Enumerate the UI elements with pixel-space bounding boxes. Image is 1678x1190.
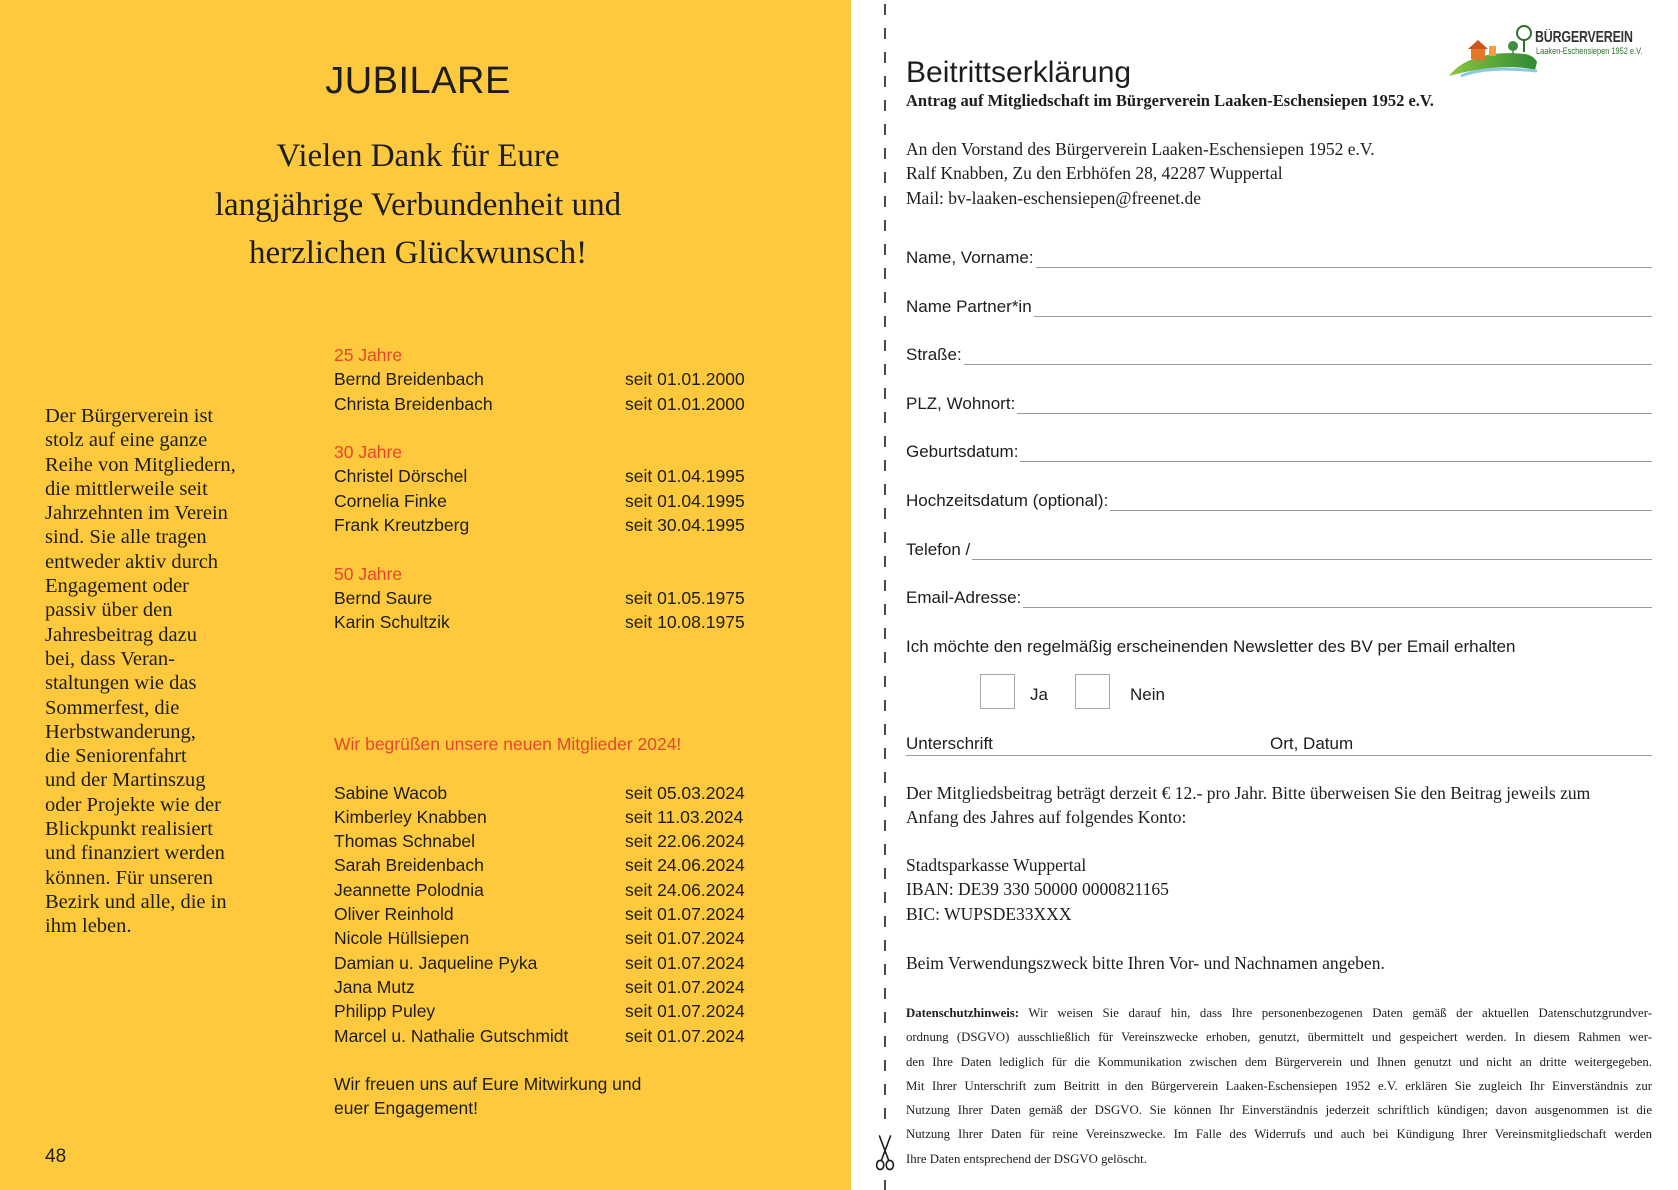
privacy-text: den Ihre Daten lediglich für die Kommunikation zwischen dem Bürgerverein und Ihnen genutzt und nicht an dritte weitergegeben. (906, 1054, 1652, 1069)
address-line: Ralf Knabben, Zu den Erbhöfen 28, 42287 Wuppertal (906, 163, 1283, 184)
tree-icon (1517, 26, 1531, 52)
privacy-line (906, 1098, 1652, 1122)
member-row (334, 781, 774, 805)
member-row (334, 586, 774, 610)
logo-subline: Laaken-Eschensiepen 1952 e.V. (1536, 46, 1643, 57)
intro-line: entweder aktiv durch (45, 550, 219, 573)
member-since-date: seit 22.06.2024 (625, 831, 745, 852)
page-number: 48 (45, 1146, 67, 1167)
member-name: Marcel u. Nathalie Gutschmidt (334, 1025, 569, 1046)
membership-fee-note (906, 781, 1590, 830)
form-field-input-line[interactable] (1023, 586, 1652, 608)
member-row (334, 392, 774, 416)
form-field-input-line[interactable] (1020, 440, 1652, 462)
new-members-list (334, 781, 774, 1048)
member-since-date: seit 01.07.2024 (625, 904, 745, 925)
closing-message (334, 1072, 774, 1121)
member-row (334, 513, 774, 537)
intro-line: oder Projekte wie der (45, 793, 221, 816)
member-since-date: seit 01.07.2024 (625, 952, 745, 973)
member-name: Sarah Breidenbach (334, 855, 484, 876)
jubilee-group-heading: 30 Jahre (334, 442, 403, 463)
intro-line: Der Bürgerverein ist (45, 405, 214, 427)
intro-line: die Seniorenfahrt (45, 745, 187, 768)
privacy-line (906, 1147, 1652, 1171)
form-field-label: Name Partner*in (906, 296, 1032, 316)
member-name: Christel Dörschel (334, 466, 468, 487)
bank-details (906, 853, 1169, 926)
newsletter-no-checkbox[interactable] (1075, 674, 1110, 709)
form-field-name-vorname (906, 246, 1652, 295)
payment-purpose-note: Beim Verwendungszweck bitte Ihren Vor- und Nachnamen angeben. (906, 953, 1385, 973)
scissors-icon (877, 1136, 894, 1170)
bank-line: IBAN: DE39 330 50000 0000821165 (906, 879, 1169, 900)
member-row (334, 975, 774, 999)
privacy-text: Wir weisen Sie darauf hin, dass Ihre personenbezogenen Daten gemäß der aktuellen Datenschutzgrundver- (1028, 1006, 1653, 1020)
member-name: Damian u. Jaqueline Pyka (334, 952, 538, 973)
member-since-date: seit 10.08.1975 (625, 612, 745, 633)
signature-label: Unterschrift (906, 734, 993, 753)
privacy-line (906, 1074, 1652, 1098)
form-field-input-line[interactable] (1036, 246, 1652, 268)
member-since-date: seit 01.07.2024 (625, 928, 745, 949)
thank-you-message (0, 132, 836, 278)
fee-line: Der Mitgliedsbeitrag beträgt derzeit € 12.- pro Jahr. Bitte überweisen Sie den Beitrag jeweils zum (906, 783, 1591, 803)
member-row (334, 829, 774, 853)
intro-line: Bezirk und alle, die in (45, 890, 227, 913)
privacy-text: Nutzung Ihrer Daten gemäß der DSGVO. Sie können Ihr Einverständnis jederzeit schriftlich kündigen; davon ausgenommen ist die (906, 1103, 1652, 1118)
intro-line: und der Martinszug (45, 769, 206, 792)
form-field-label: Straße: (906, 345, 962, 365)
newsletter-yes-checkbox[interactable] (980, 674, 1015, 709)
form-field-name-partner-in (906, 295, 1652, 344)
privacy-label: Datenschutzhinweis: (906, 1006, 1020, 1020)
member-row (334, 878, 774, 902)
form-field-label: Hochzeitsdatum (optional): (906, 490, 1109, 510)
jubilee-group-50-jahre (334, 562, 774, 635)
form-field-strasse (906, 343, 1652, 392)
logo-name: BÜRGERVEREIN (1535, 29, 1633, 46)
address-line: Mail: bv-laaken-eschensiepen@freenet.de (906, 187, 1202, 208)
form-field-hochzeitsdatum-optional (906, 489, 1652, 538)
form-field-label: Email-Adresse: (906, 588, 1022, 608)
form-field-label: Name, Vorname: (906, 248, 1034, 267)
member-name: Sabine Wacob (334, 782, 448, 803)
jubilee-group-30-jahre (334, 440, 774, 537)
fee-line: Anfang des Jahres auf folgendes Konto: (906, 807, 1187, 828)
member-row (334, 1024, 774, 1048)
member-name: Frank Kreutzberg (334, 515, 470, 536)
intro-line: Jahresbeitrag dazu (45, 623, 197, 646)
cut-line (875, 0, 895, 1190)
member-name: Bernd Breidenbach (334, 369, 484, 390)
form-field-plz-wohnort (906, 392, 1652, 441)
jubilee-list (334, 343, 774, 635)
intro-line: bei, dass Veran- (45, 647, 175, 670)
address-line: An den Vorstand des Bürgerverein Laaken-Eschensiepen 1952 e.V. (906, 139, 1375, 159)
signature-line[interactable] (906, 732, 1652, 756)
form-field-input-line[interactable] (1034, 295, 1652, 317)
intro-line: Jahrzehnten im Verein (45, 502, 228, 525)
privacy-text: ordnung (DSGVO) ausschließlich für Vereinszwecke erhoben, genutzt, übermittelt und gespeichert werden. In diesem Rahmen wer- (906, 1030, 1652, 1045)
intro-line: Blickpunkt realisiert (45, 818, 213, 841)
privacy-text: Mit Ihrer Unterschrift zum Beitritt in den Bürgerverein Laaken-Eschensiepen 1952 e.V. erklären Sie zugleich Ihr Einverständnis zur (906, 1078, 1652, 1093)
form-field-geburtsdatum (906, 440, 1652, 489)
member-row (334, 999, 774, 1023)
member-since-date: seit 01.04.1995 (625, 490, 745, 511)
closing-line: euer Engagement! (334, 1098, 478, 1119)
member-row (334, 489, 774, 513)
form-field-label: PLZ, Wohnort: (906, 393, 1016, 413)
member-row (334, 367, 774, 391)
privacy-line (906, 1001, 1652, 1025)
intro-line: passiv über den (45, 599, 173, 622)
member-since-date: seit 01.07.2024 (625, 976, 745, 997)
newsletter-no-label: Nein (1130, 685, 1165, 704)
intro-line: ihm leben. (45, 915, 132, 938)
member-name: Bernd Saure (334, 587, 433, 608)
member-name: Philipp Puley (334, 1001, 436, 1022)
member-since-date: seit 01.07.2024 (625, 1025, 745, 1046)
privacy-text: Nutzung Ihrer Daten für reine Vereinszwecke. Im Falle des Widerrufs und auch bei Kündigung Ihrer Vereinsmitgliedschaft werden (906, 1127, 1652, 1142)
member-name: Thomas Schnabel (334, 831, 476, 852)
privacy-text: Ihre Daten entsprechend der DSGVO gelöscht. (906, 1151, 1147, 1166)
form-field-label: Geburtsdatum: (906, 442, 1019, 462)
member-since-date: seit 30.04.1995 (625, 515, 745, 536)
subtitle-line: Vielen Dank für Eure (276, 138, 560, 174)
member-since-date: seit 01.01.2000 (625, 369, 745, 390)
member-since-date: seit 05.03.2024 (625, 782, 745, 803)
intro-line: staltungen wie das (45, 672, 197, 695)
form-field-email-adresse (906, 586, 1652, 635)
jubilee-group-heading: 25 Jahre (334, 345, 403, 365)
member-since-date: seit 01.07.2024 (625, 1001, 745, 1022)
privacy-line (906, 1025, 1652, 1049)
member-since-date: seit 11.03.2024 (625, 806, 744, 827)
member-name: Karin Schultzik (334, 612, 450, 633)
closing-line: Wir freuen uns auf Eure Mitwirkung und (334, 1074, 642, 1095)
newsletter-yes-label: Ja (1030, 685, 1048, 704)
privacy-line (906, 1122, 1652, 1146)
page-title: JUBILARE (325, 60, 511, 102)
form-field-input-line[interactable] (1110, 489, 1652, 511)
form-fields (906, 246, 1652, 635)
member-row (334, 853, 774, 877)
member-since-date: seit 24.06.2024 (625, 855, 745, 876)
new-members-heading: Wir begrüßen unsere neuen Mitglieder 2024! (334, 734, 682, 754)
form-field-input-line[interactable] (972, 538, 1652, 560)
privacy-line (906, 1050, 1652, 1074)
jubilee-group-heading: 50 Jahre (334, 563, 403, 584)
member-row (334, 464, 774, 488)
form-title: Beitrittserklärung (906, 56, 1132, 89)
intro-line: Engagement oder (45, 575, 190, 598)
bank-line: BIC: WUPSDE33XXX (906, 903, 1072, 924)
form-field-telefon (906, 538, 1652, 587)
intro-line: können. Für unseren (45, 866, 213, 889)
house-icon (1468, 40, 1488, 59)
privacy-notice (906, 1001, 1652, 1171)
member-row (334, 951, 774, 975)
subtitle-line: langjährige Verbundenheit und (214, 186, 622, 223)
intro-line: Reihe von Mitgliedern, (45, 453, 236, 476)
jubilee-group-25-jahre (334, 343, 774, 416)
member-row (334, 902, 774, 926)
member-since-date: seit 01.04.1995 (625, 466, 745, 487)
member-row (334, 926, 774, 950)
subtitle-line: herzlichen Glückwunsch! (248, 235, 588, 272)
member-name: Jana Mutz (334, 976, 415, 997)
member-name: Oliver Reinhold (334, 904, 454, 925)
recipient-address (906, 137, 1375, 210)
newsletter-question: Ich möchte den regelmäßig erscheinenden Newsletter des BV per Email erhalten (906, 637, 1516, 656)
new-members-section (334, 732, 774, 1121)
member-row (334, 610, 774, 634)
intro-line: sind. Sie alle tragen (45, 526, 207, 549)
form-field-input-line[interactable] (1017, 392, 1652, 414)
intro-line: Sommerfest, die (45, 696, 180, 719)
intro-line: stolz auf eine ganze (45, 429, 208, 452)
member-name: Cornelia Finke (334, 490, 447, 511)
member-since-date: seit 24.06.2024 (625, 879, 745, 900)
intro-line: und finanziert werden (45, 842, 225, 865)
place-date-label: Ort, Datum (1270, 734, 1354, 753)
form-subtitle: Antrag auf Mitgliedschaft im Bürgerverein Laaken-Eschensiepen 1952 e.V. (906, 91, 1434, 110)
member-row (334, 805, 774, 829)
member-name: Kimberley Knabben (334, 806, 487, 827)
intro-line: die mittlerweile seit (45, 477, 208, 500)
form-field-label: Telefon / (906, 539, 971, 559)
intro-paragraph (45, 404, 236, 939)
hill-icon (1449, 53, 1537, 76)
member-name: Jeannette Polodnia (334, 879, 484, 900)
buergerverein-logo-icon (1447, 24, 1539, 80)
member-since-date: seit 01.01.2000 (625, 393, 745, 414)
bank-line: Stadtsparkasse Wuppertal (906, 855, 1087, 875)
member-name: Nicole Hüllsiepen (334, 928, 470, 949)
member-name: Christa Breidenbach (334, 393, 493, 414)
member-since-date: seit 01.05.1975 (625, 587, 745, 608)
intro-line: Herbstwanderung, (45, 720, 196, 743)
form-field-input-line[interactable] (964, 343, 1652, 365)
